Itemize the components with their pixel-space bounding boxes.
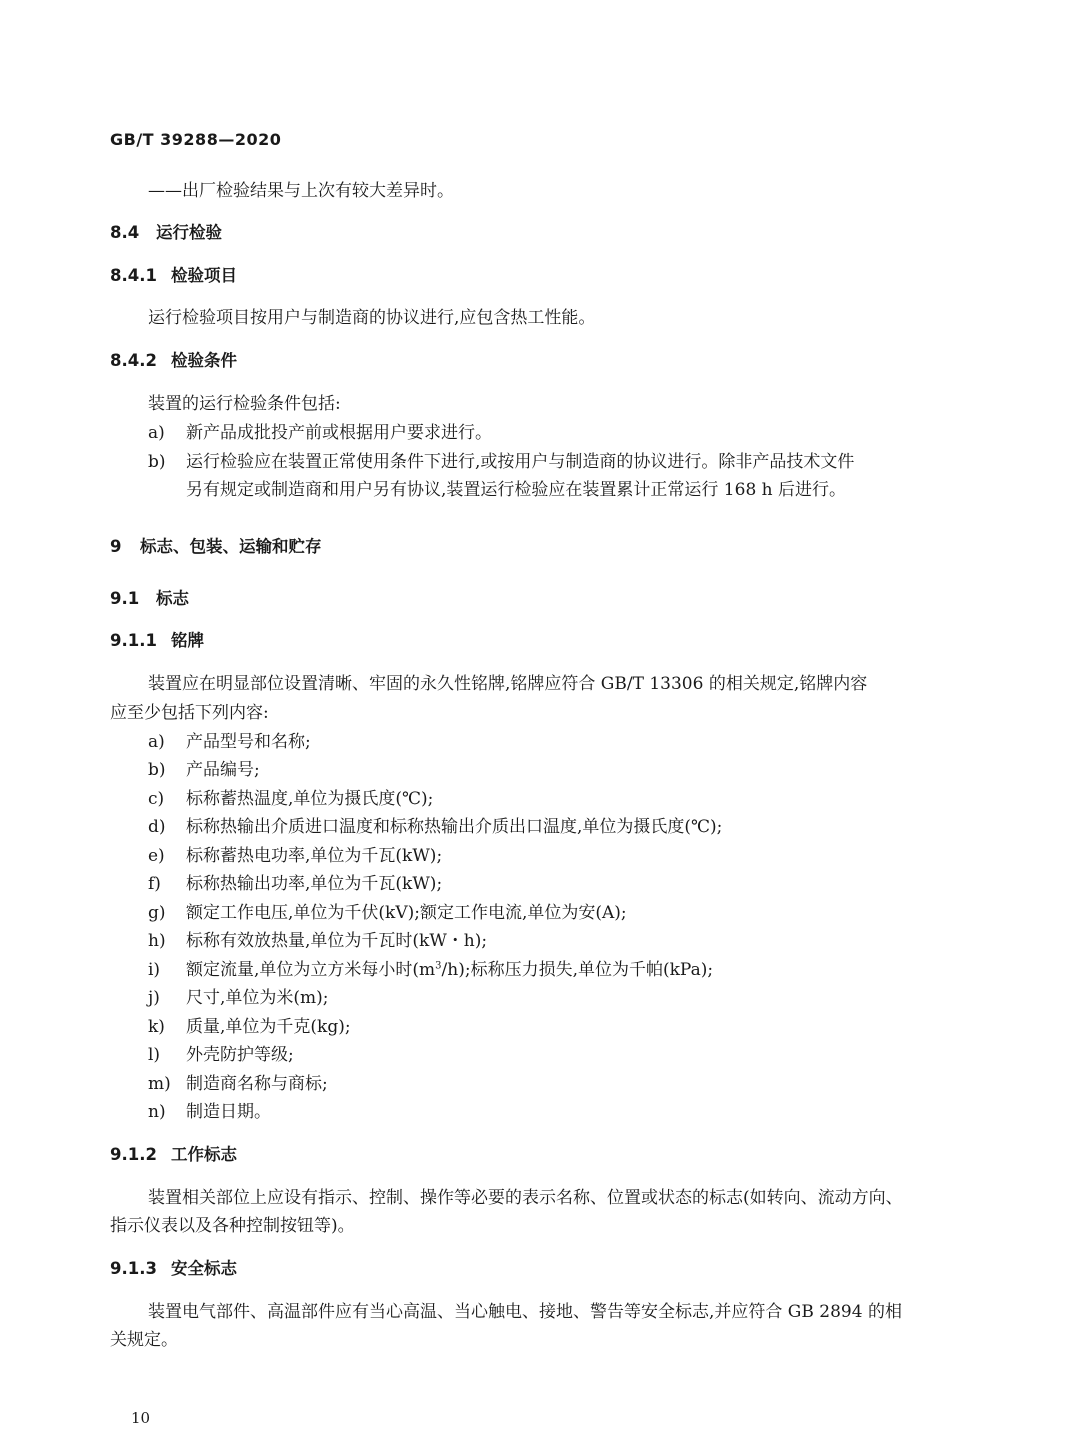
document-code: GB/T 39288—2020 — [110, 130, 282, 149]
list-text: 制造日期。 — [186, 1102, 271, 1122]
list-item — [148, 759, 260, 781]
list-marker: m) — [148, 1074, 171, 1094]
list-marker: b) — [148, 452, 166, 472]
list-text: 标称蓄热温度,单位为摄氏度(℃); — [186, 789, 434, 809]
section-title: 工作标志 — [171, 1145, 237, 1164]
list-text: 额定流量,单位为立方米每小时(m — [186, 960, 436, 980]
list-text: 标称热输出功率,单位为千瓦(kW); — [186, 874, 443, 894]
section-title: 标志、包装、运输和贮存 — [140, 537, 322, 556]
section-number: 9.1.2 — [110, 1145, 157, 1164]
section-number: 8.4.1 — [110, 266, 157, 285]
section-title: 安全标志 — [171, 1259, 237, 1278]
list-marker: c) — [148, 789, 165, 809]
section-title: 标志 — [156, 589, 189, 608]
paragraph: 装置电气部件、高温部件应有当心高温、当心触电、接地、警告等安全标志,并应符合 GB 2894 的相 — [148, 1302, 902, 1322]
list-item — [148, 845, 442, 867]
section-title: 铭牌 — [171, 631, 204, 650]
list-text: 新产品成批投产前或根据用户要求进行。 — [186, 423, 492, 443]
section-number: 9.1.1 — [110, 631, 157, 650]
paragraph-continued: 应至少包括下列内容: — [110, 703, 269, 723]
list-item — [148, 1101, 271, 1123]
list-text: 标称有效放热量,单位为千瓦时(kW・h); — [186, 931, 488, 951]
section-heading-9-1-2 — [110, 1144, 237, 1166]
list-marker: e) — [148, 846, 165, 866]
list-item — [148, 1016, 351, 1038]
list-text: /h);标称压力损失,单位为千帕(kPa); — [441, 960, 714, 980]
section-title: 检验项目 — [171, 266, 237, 285]
list-text: 标称热输出介质进口温度和标称热输出介质出口温度,单位为摄氏度(℃); — [186, 817, 723, 837]
section-number: 9 — [110, 537, 122, 556]
list-item — [148, 451, 854, 473]
section-heading-9 — [110, 536, 322, 558]
section-heading-9-1-1 — [110, 630, 204, 652]
list-marker: n) — [148, 1102, 166, 1122]
list-marker: h) — [148, 931, 166, 951]
list-item — [148, 1073, 328, 1095]
list-item — [148, 987, 329, 1009]
paragraph-continued: 指示仪表以及各种控制按钮等)。 — [110, 1216, 355, 1236]
list-text-continued: 另有规定或制造商和用户另有协议,装置运行检验应在装置累计正常运行 168 h 后进行。 — [186, 480, 847, 500]
list-item — [148, 731, 311, 753]
list-marker: k) — [148, 1017, 165, 1037]
list-text: 标称蓄热电功率,单位为千瓦(kW); — [186, 846, 443, 866]
paragraph: 装置的运行检验条件包括: — [148, 394, 341, 414]
list-marker: d) — [148, 817, 166, 837]
list-marker: f) — [148, 874, 161, 894]
list-text: 尺寸,单位为米(m); — [186, 988, 329, 1008]
list-item — [148, 1044, 294, 1066]
paragraph: 运行检验项目按用户与制造商的协议进行,应包含热工性能。 — [148, 308, 596, 328]
list-marker: a) — [148, 423, 165, 443]
paragraph: ——出厂检验结果与上次有较大差异时。 — [148, 181, 454, 201]
section-title: 运行检验 — [156, 223, 222, 242]
list-text: 制造商名称与商标; — [186, 1074, 328, 1094]
section-heading-8-4-2 — [110, 350, 237, 372]
paragraph: 装置相关部位上应设有指示、控制、操作等必要的表示名称、位置或状态的标志(如转向、流动方向、 — [148, 1188, 903, 1208]
list-marker: l) — [148, 1045, 161, 1065]
page-number: 10 — [131, 1409, 151, 1427]
section-heading-9-1-3 — [110, 1258, 237, 1280]
paragraph: 装置应在明显部位设置清晰、牢固的永久性铭牌,铭牌应符合 GB/T 13306 的相关规定,铭牌内容 — [148, 674, 868, 694]
list-text: 质量,单位为千克(kg); — [186, 1017, 351, 1037]
section-number: 9.1.3 — [110, 1259, 157, 1278]
section-number: 8.4 — [110, 223, 140, 242]
section-heading-9-1 — [110, 588, 189, 610]
section-title: 检验条件 — [171, 351, 237, 370]
list-text: 外壳防护等级; — [186, 1045, 294, 1065]
list-item — [148, 816, 722, 838]
list-marker: a) — [148, 732, 165, 752]
list-text: 产品编号; — [186, 760, 260, 780]
list-text: 额定工作电压,单位为千伏(kV);额定工作电流,单位为安(A); — [186, 903, 627, 923]
paragraph-continued: 关规定。 — [110, 1330, 178, 1350]
superscript: 3 — [435, 960, 442, 972]
list-item — [148, 788, 433, 810]
list-text: 产品型号和名称; — [186, 732, 311, 752]
list-marker: g) — [148, 903, 166, 923]
section-number: 8.4.2 — [110, 351, 157, 370]
list-marker: i) — [148, 960, 161, 980]
section-heading-8-4 — [110, 222, 222, 244]
list-item — [148, 902, 627, 924]
list-item — [148, 873, 442, 895]
list-marker: b) — [148, 760, 166, 780]
list-item — [148, 930, 487, 952]
section-number: 9.1 — [110, 589, 140, 608]
list-text: 运行检验应在装置正常使用条件下进行,或按用户与制造商的协议进行。除非产品技术文件 — [186, 452, 855, 472]
list-item — [148, 422, 492, 444]
list-item — [148, 959, 713, 981]
section-heading-8-4-1 — [110, 265, 237, 287]
list-marker: j) — [148, 988, 160, 1008]
